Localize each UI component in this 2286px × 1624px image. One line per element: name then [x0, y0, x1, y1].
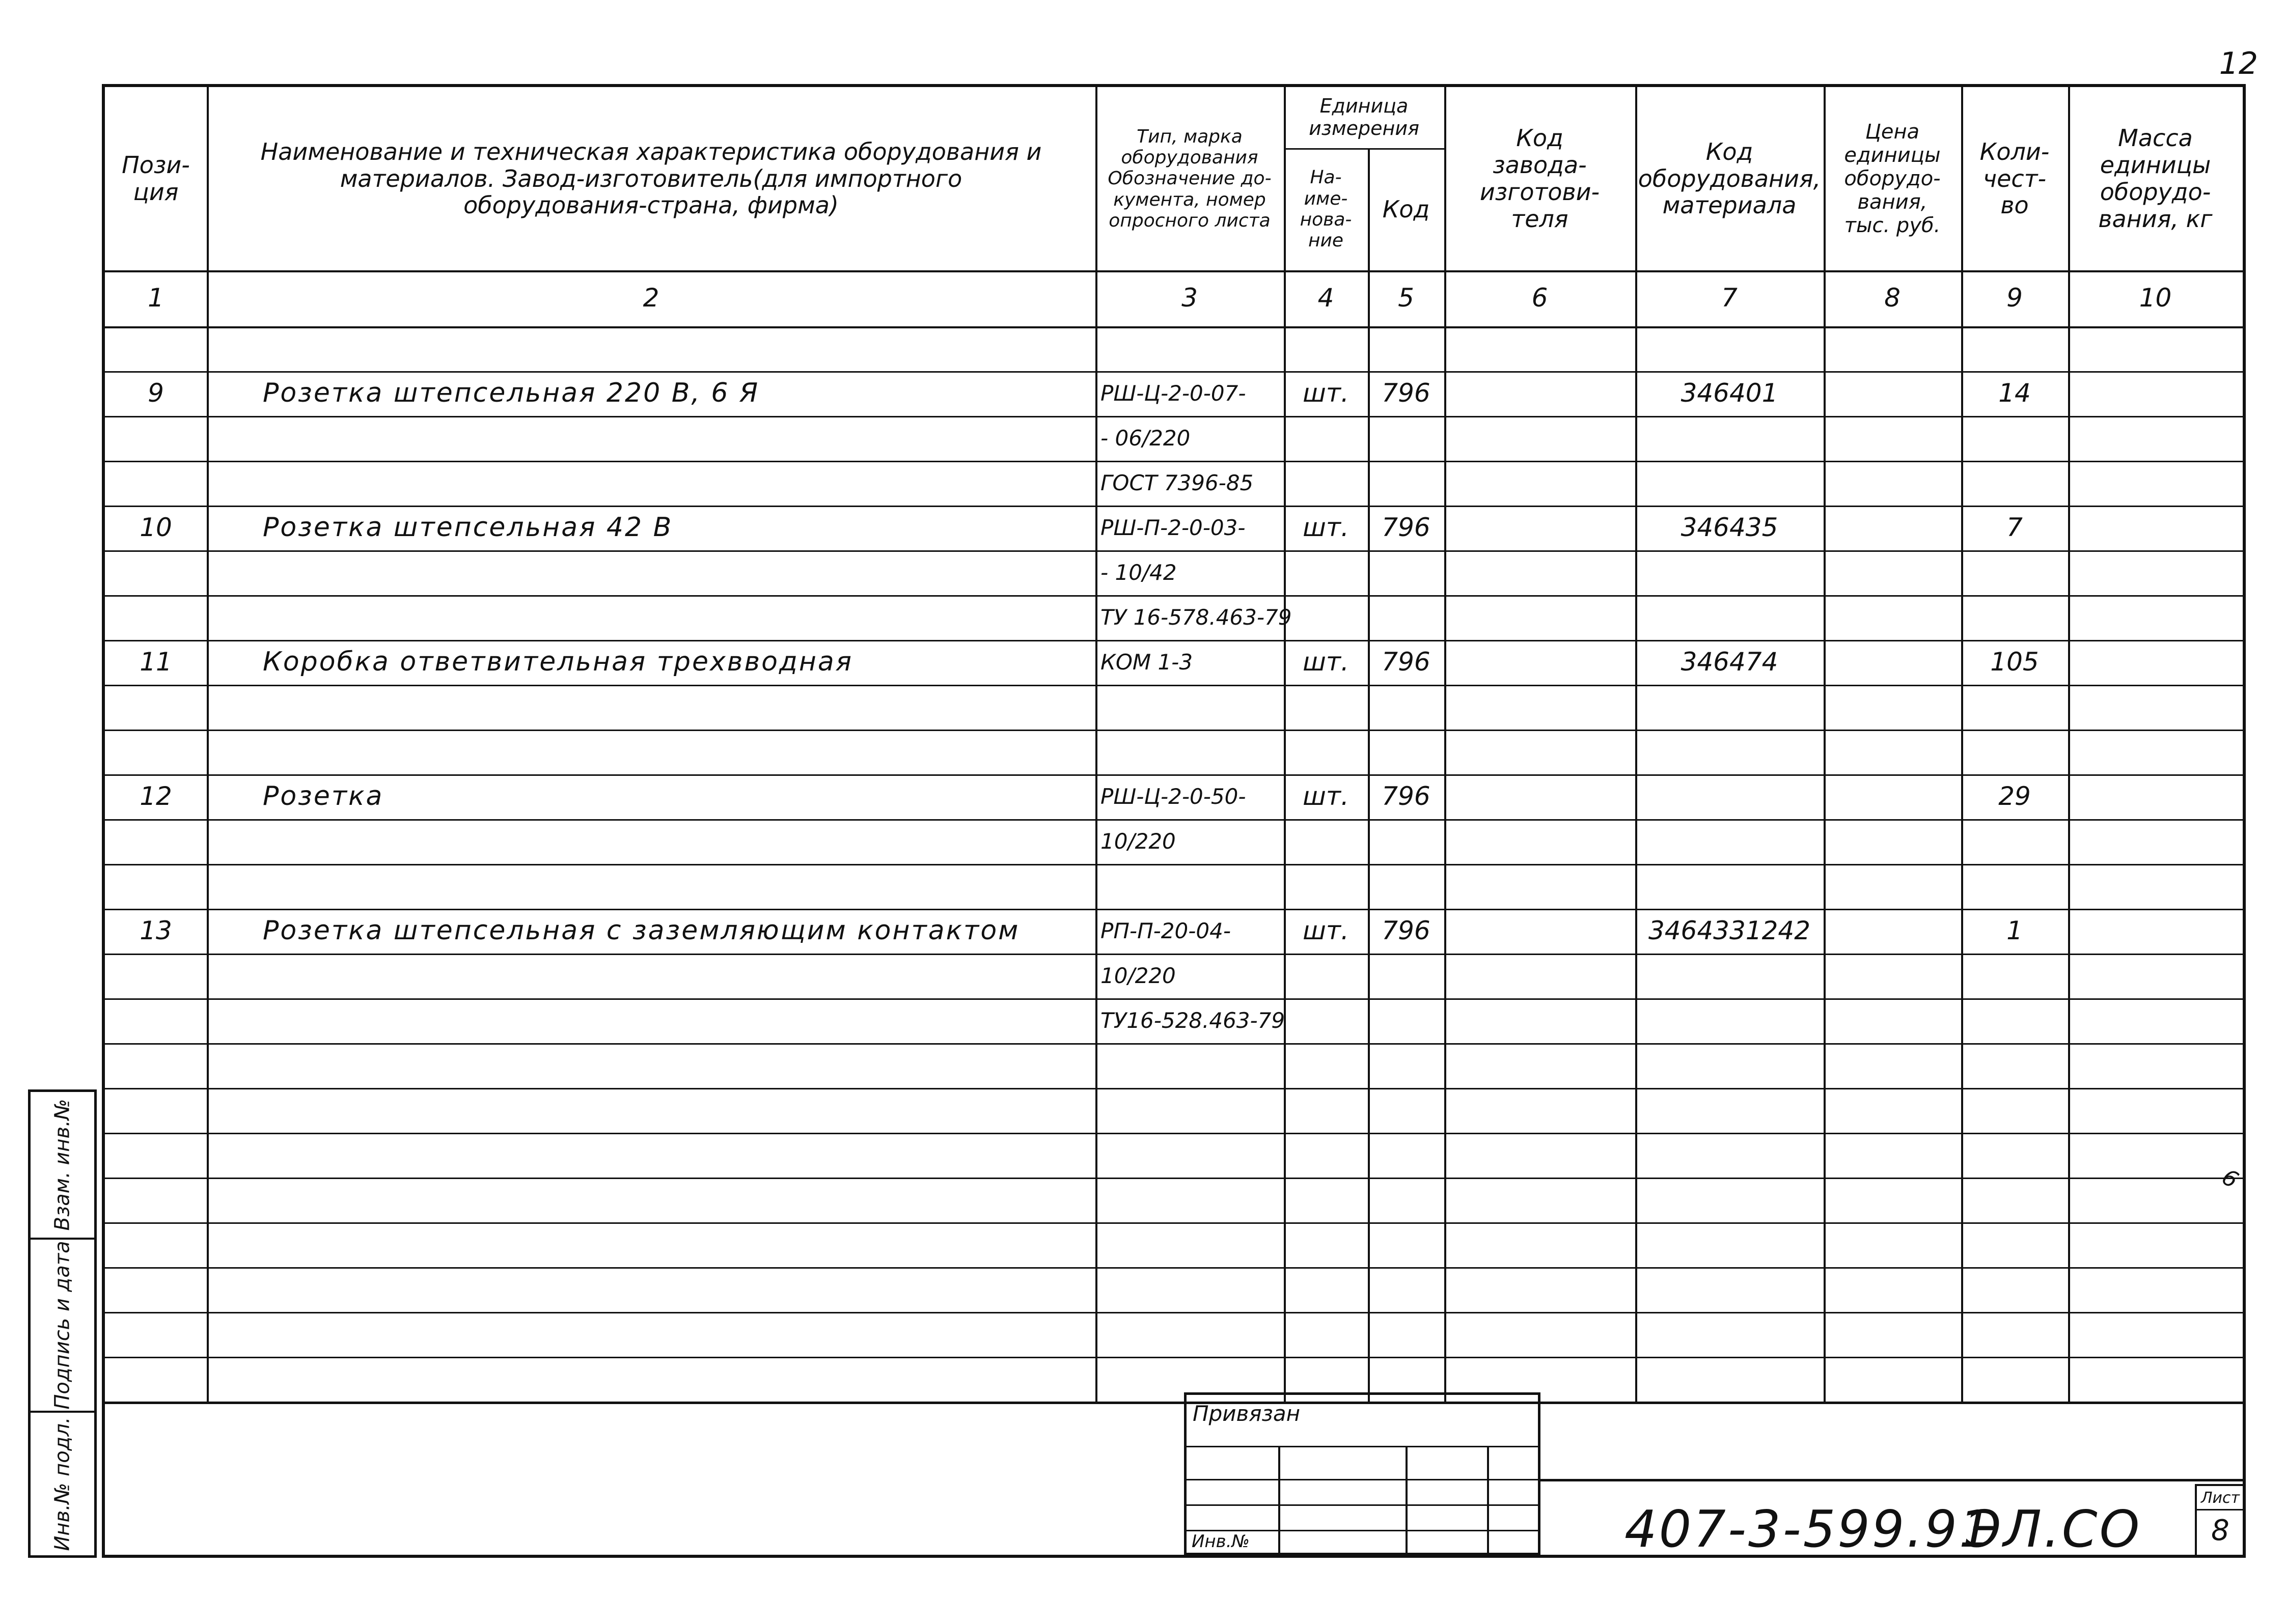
table-cell-equipment-code: 346401: [1681, 378, 1778, 408]
table-cell-position: 13: [140, 916, 172, 946]
table-cell-type-designation: ТУ 16-578.463-79: [1100, 604, 1292, 630]
page-number: 12: [2219, 46, 2258, 81]
table-cell-position: 9: [148, 378, 164, 408]
table-cell-name: Розетка штепсельная с заземляющим контактом: [263, 915, 1020, 946]
table-cell-type-designation: - 10/42: [1100, 559, 1177, 585]
table-cell-type-designation: КОМ 1-3: [1100, 649, 1193, 675]
table-cell-quantity: 14: [1998, 378, 2031, 408]
table-cell-quantity: 105: [1990, 647, 2039, 677]
row-divider: [105, 1088, 2243, 1089]
row-divider: [105, 1133, 2243, 1134]
sheet-label: Лист: [2201, 1489, 2240, 1507]
document-code: 407-3-599.91: [1624, 1499, 1994, 1559]
row-divider: [105, 1043, 2243, 1045]
margin-mark: 6: [2217, 1164, 2243, 1194]
table-cell-name: Розетка: [263, 781, 384, 812]
header-quantity: Коли- чест- во: [1979, 137, 2050, 219]
column-number: 1: [148, 283, 164, 313]
column-number: 4: [1317, 283, 1334, 313]
privyazan-box: [1184, 1392, 1540, 1555]
table-cell-quantity: 29: [1998, 781, 2031, 811]
table-cell-type-designation: ГОСТ 7396-85: [1100, 470, 1254, 495]
table-cell-unit-code: 796: [1382, 916, 1430, 946]
side-stamp: [28, 1089, 97, 1558]
row-divider: [105, 1178, 2243, 1179]
table-cell-unit-code: 796: [1382, 647, 1430, 677]
row-divider: [105, 1312, 2243, 1313]
column-number: 10: [2139, 283, 2172, 313]
table-cell-unit-name: шт.: [1303, 647, 1349, 677]
sheet-box: [2195, 1484, 2246, 1558]
header-unit-group: Единица измерения: [1309, 95, 1419, 139]
table-cell-type-designation: 10/220: [1100, 963, 1176, 988]
header-price: Цена единицы оборудо- вания, тыс. руб.: [1844, 120, 1941, 237]
table-cell-type-designation: РП-П-20-04-: [1100, 918, 1231, 943]
row-divider: [105, 326, 2243, 328]
privyazan-label: Привязан: [1193, 1401, 1301, 1426]
row-divider: [105, 1357, 2243, 1358]
stamp-line: [1487, 1446, 1489, 1553]
row-divider: [105, 730, 2243, 731]
table-cell-type-designation: ТУ16-528.463-79: [1100, 1007, 1285, 1033]
table-cell-position: 10: [140, 513, 172, 543]
side-vzam: Взам. инв.№: [31, 1092, 94, 1240]
stamp-line: [1406, 1446, 1408, 1553]
title-block-top-line: [1540, 1479, 2246, 1481]
document-suffix: ЭЛ.СО: [1966, 1499, 2142, 1559]
side-podpis: Подпись и дата: [31, 1240, 94, 1413]
table-cell-unit-code: 796: [1382, 781, 1430, 811]
sheet-number: 8: [2211, 1514, 2229, 1547]
stamp-line: [1278, 1446, 1280, 1553]
header-equipment-code: Код оборудования, материала: [1638, 137, 1821, 219]
inventory-label: Инв.№: [1192, 1531, 1250, 1552]
header-type: Тип, марка оборудования Обозначение до- кумента, номер опросного листа: [1108, 126, 1272, 232]
table-cell-position: 11: [140, 647, 172, 677]
row-divider: [105, 1222, 2243, 1224]
column-number: 7: [1721, 283, 1738, 313]
column-number: 5: [1398, 283, 1414, 313]
table-cell-unit-name: шт.: [1303, 916, 1349, 946]
header-plant-code: Код завода- изготови- теля: [1479, 124, 1600, 233]
table-cell-unit-code: 796: [1382, 378, 1430, 408]
stamp-line: [1187, 1479, 1538, 1480]
table-cell-equipment-code: 3464331242: [1648, 916, 1811, 946]
column-number: 9: [2006, 283, 2023, 313]
table-cell-name: Розетка штепсельная 220 В, 6 Я: [263, 378, 760, 409]
table-cell-type-designation: РШ-Ц-2-0-50-: [1100, 783, 1246, 809]
side-inv: Инв.№ подл.: [50, 1417, 74, 1551]
stamp-line: [1187, 1504, 1538, 1506]
row-divider: [105, 1267, 2243, 1269]
column-number: 8: [1884, 283, 1901, 313]
header-name: Наименование и техническая характеристика оборудования и материалов. Завод-изготовитель(для импортного оборудования-страна, фирма): [260, 137, 1042, 219]
table-cell-equipment-code: 346474: [1681, 647, 1778, 677]
table-cell-position: 12: [140, 781, 172, 811]
table-cell-unit-code: 796: [1382, 513, 1430, 543]
column-number: 6: [1531, 283, 1548, 313]
table-cell-unit-name: шт.: [1303, 781, 1349, 811]
table-cell-type-designation: - 06/220: [1100, 425, 1191, 451]
table-cell-unit-name: шт.: [1303, 378, 1349, 408]
header-unit-name: На- име- нова- ние: [1300, 167, 1352, 251]
row-divider: [105, 1402, 2243, 1404]
column-number: 2: [643, 283, 659, 313]
table-cell-name: Коробка ответвительная трехвводная: [263, 647, 853, 678]
spec-table: [102, 84, 2246, 1558]
table-cell-type-designation: РШ-Ц-2-0-07-: [1100, 380, 1246, 406]
row-divider: [105, 685, 2243, 686]
table-cell-unit-name: шт.: [1303, 513, 1349, 543]
column-number: 3: [1181, 283, 1198, 313]
table-cell-type-designation: РШ-П-2-0-03-: [1100, 515, 1246, 540]
table-cell-name: Розетка штепсельная 42 В: [263, 512, 673, 543]
header-position: Пози- ция: [122, 151, 190, 206]
header-unit-code: Код: [1382, 195, 1430, 223]
table-cell-quantity: 1: [2006, 916, 2023, 946]
stamp-line: [1187, 1446, 1538, 1447]
header-mass: Масса единицы оборудо- вания, кг: [2098, 124, 2213, 233]
table-cell-type-designation: 10/220: [1100, 828, 1176, 854]
table-cell-quantity: 7: [2006, 513, 2023, 543]
stamp-line: [2197, 1509, 2244, 1510]
table-cell-equipment-code: 346435: [1681, 513, 1778, 543]
row-divider: [105, 864, 2243, 865]
